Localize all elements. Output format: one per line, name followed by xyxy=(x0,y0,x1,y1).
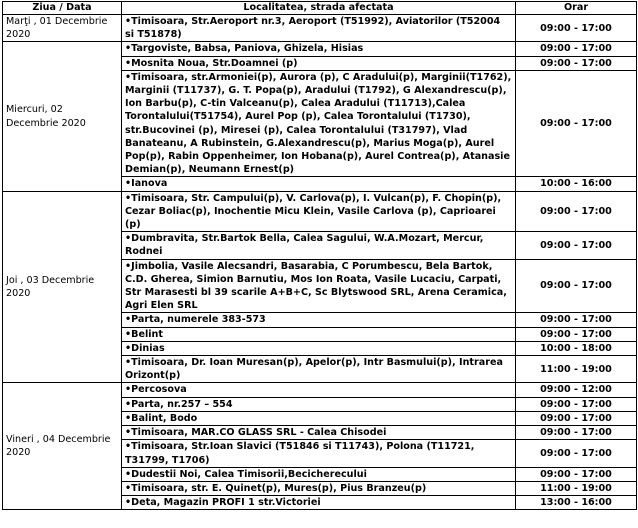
outage-schedule-table xyxy=(2,1,637,510)
location-cell: •Mosnita Noua, Str.Doamnei (p) xyxy=(122,56,516,70)
day-cell: Joi , 03 Decembrie 2020 xyxy=(3,191,122,383)
time-cell: 09:00 - 17:00 xyxy=(516,42,637,56)
day-cell: Marţi , 01 Decembrie 2020 xyxy=(3,15,122,42)
location-cell: •Jimbolia, Vasile Alecsandri, Basarabia, C Porumbescu, Bela Bartok, C.D. Gherea, Simion Barnutiu, Mos Ion Roata, Vasile Lucaciu, Carpati, Str Marasesti bl 39 scarile A+B+C, Sc Blytswood SRL, Arena Ceramica, Agri Elen SRL xyxy=(122,259,516,313)
header-day: Ziua / Data xyxy=(3,2,122,15)
time-cell: 09:00 - 17:00 xyxy=(516,191,637,232)
location-cell: •Deta, Magazin PROFI 1 str.Victoriei xyxy=(122,496,516,510)
location-cell: •Ianova xyxy=(122,177,516,191)
location-cell: •Belint xyxy=(122,327,516,341)
location-cell: •Timisoara, Str.Ioan Slavici (T51846 si T11743), Polona (T11721, T31799, T1706) xyxy=(122,440,516,467)
day-cell: Miercuri, 02 Decembrie 2020 xyxy=(3,42,122,191)
time-cell: 10:00 - 16:00 xyxy=(516,177,637,191)
time-cell: 10:00 - 18:00 xyxy=(516,341,637,355)
location-cell: •Parta, numerele 383-573 xyxy=(122,313,516,327)
time-cell: 11:00 - 19:00 xyxy=(516,356,637,383)
table-header-row xyxy=(3,2,637,15)
table-row xyxy=(3,191,637,232)
header-time: Orar xyxy=(516,2,637,15)
location-cell: •Timisoara, Str.Aeroport nr.3, Aeroport (T51992), Aviatorilor (T52004 si T51878) xyxy=(122,15,516,42)
location-cell: •Dumbravita, Str.Bartok Bella, Calea Sagului, W.A.Mozart, Mercur, Rodnei xyxy=(122,232,516,259)
time-cell: 09:00 - 17:00 xyxy=(516,15,637,42)
location-cell: •Timisoara, Dr. Ioan Muresan(p), Apelor(p), Intr Basmului(p), Intrarea Orizont(p) xyxy=(122,356,516,383)
time-cell: 09:00 - 17:00 xyxy=(516,70,637,177)
location-cell: •Timisoara, MAR.CO GLASS SRL - Calea Chisodei xyxy=(122,426,516,440)
time-cell: 09:00 - 17:00 xyxy=(516,259,637,313)
location-cell: •Dudestii Noi, Calea Timisorii,Becicherecului xyxy=(122,467,516,481)
time-cell: 09:00 - 17:00 xyxy=(516,467,637,481)
time-cell: 09:00 - 17:00 xyxy=(516,56,637,70)
time-cell: 13:00 - 16:00 xyxy=(516,496,637,510)
time-cell: 09:00 - 17:00 xyxy=(516,232,637,259)
location-cell: •Timisoara, Str. Campului(p), V. Carlova(p), I. Vulcan(p), F. Chopin(p), Cezar Boliac(p), Inochentie Micu Klein, Vasile Carlova (p), Caprioarei (p) xyxy=(122,191,516,232)
time-cell: 09:00 - 17:00 xyxy=(516,440,637,467)
location-cell: •Targoviste, Babsa, Paniova, Ghizela, Hisias xyxy=(122,42,516,56)
time-cell: 09:00 - 17:00 xyxy=(516,327,637,341)
time-cell: 11:00 - 19:00 xyxy=(516,481,637,495)
location-cell: •Percosova xyxy=(122,383,516,397)
location-cell: •Balint, Bodo xyxy=(122,411,516,425)
table-row xyxy=(3,15,637,42)
header-location: Localitatea, strada afectata xyxy=(122,2,516,15)
table-row xyxy=(3,42,637,56)
location-cell: •Dinias xyxy=(122,341,516,355)
location-cell: •Timisoara, str. E. Quinet(p), Mures(p), Pius Branzeu(p) xyxy=(122,481,516,495)
location-cell: •Timisoara, str.Armoniei(p), Aurora (p), C Aradului(p), Marginii(T1762), Marginii (T11737), G. T. Popa(p), Aradului (T1792), G Alexandrescu(p), Ion Barbu(p), C-tin Valceanu(p), Calea Aradului (T11713),Calea Torontalului(T51754), Aurel Pop (p), Calea Torontalului (T1730), str.Bucovinei (p), Miresei (p), Calea Torontalului (T31797), Vlad Banateanu, A Rubinstein, G.Alexandrescu(p), Marius Moga(p), Aurel Pop(p), Rabin Oppenheimer, Ion Hobana(p), Aurel Contrea(p), Atanasie Demian(p), Neumann Ernest(p) xyxy=(122,70,516,177)
day-cell: Vineri , 04 Decembrie 2020 xyxy=(3,383,122,510)
time-cell: 09:00 - 17:00 xyxy=(516,426,637,440)
table-row xyxy=(3,383,637,397)
time-cell: 09:00 - 12:00 xyxy=(516,383,637,397)
time-cell: 09:00 - 17:00 xyxy=(516,411,637,425)
time-cell: 09:00 - 17:00 xyxy=(516,313,637,327)
time-cell: 09:00 - 17:00 xyxy=(516,397,637,411)
location-cell: •Parta, nr.257 – 554 xyxy=(122,397,516,411)
